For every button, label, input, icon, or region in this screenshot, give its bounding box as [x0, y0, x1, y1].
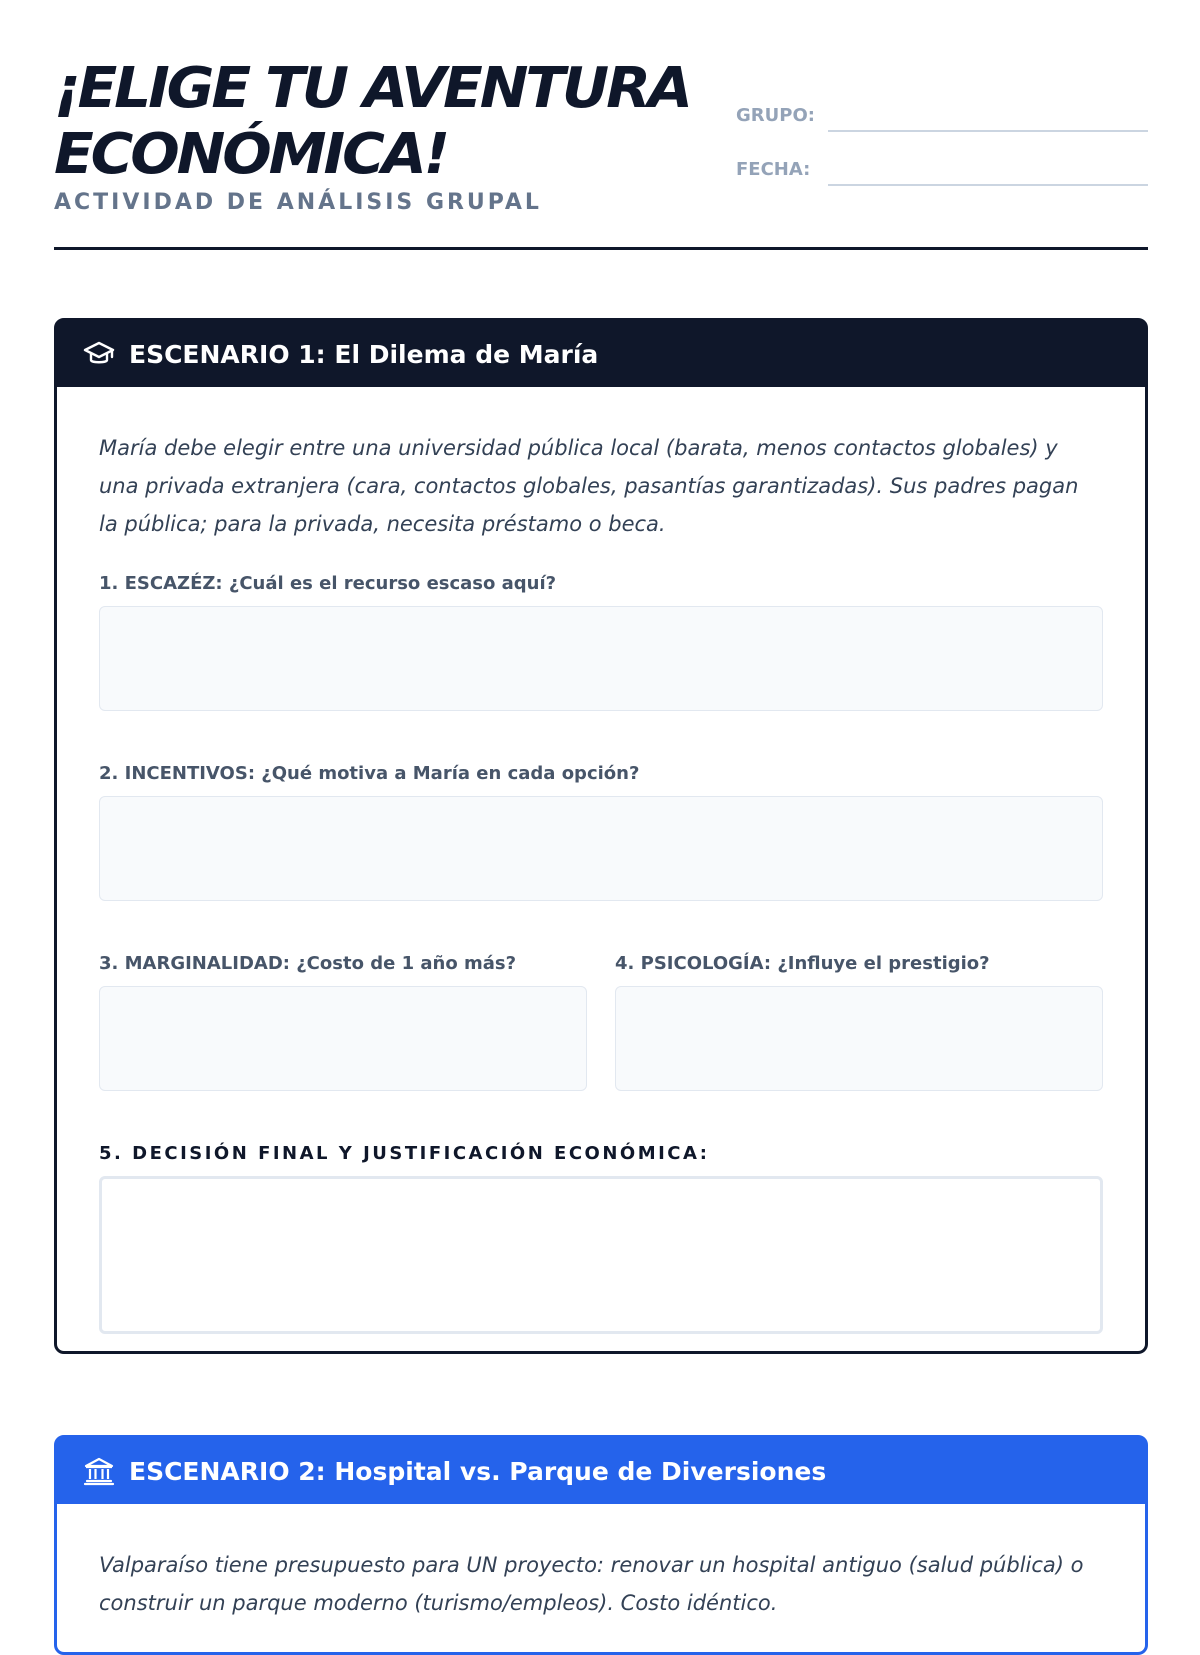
scenario-1-header — [57, 321, 1145, 387]
title-line-2: ECONÓMICA! — [54, 122, 448, 187]
header-fields — [736, 96, 1148, 204]
question-2-label: 2. INCENTIVOS: ¿Qué motiva a María en cada opción? — [99, 763, 640, 784]
scenario-1-description: María debe elegir entre una universidad pública local (barata, menos contactos globales) y una privada extranjera (cara, contactos globales, pasantías garantizadas). Sus padres pagan la pública; para la privada, necesita préstamo o beca. — [99, 436, 1079, 536]
scenario-2-title: ESCENARIO 2: Hospital vs. Parque de Diversiones — [129, 1456, 827, 1486]
scenario-2-card — [54, 1435, 1148, 1655]
date-input-line[interactable] — [828, 150, 1148, 186]
question-3 — [99, 953, 587, 1091]
scenario-1-title: ESCENARIO 1: El Dilema de María — [129, 339, 599, 369]
questions-3-4-row — [99, 953, 1103, 1091]
question-1 — [99, 573, 1103, 711]
question-1-label: 1. ESCAZÉZ: ¿Cuál es el recurso escaso aquí? — [99, 573, 557, 594]
question-3-answer-box[interactable] — [99, 986, 587, 1091]
page-title — [54, 56, 772, 188]
scenario-1-body — [57, 387, 1145, 1334]
header-divider — [54, 247, 1148, 250]
question-1-answer-box[interactable] — [99, 606, 1103, 711]
question-4-label: 4. PSICOLOGÍA: ¿Influye el prestigio? — [615, 953, 990, 974]
title-line-1: ¡ELIGE TU AVENTURA — [54, 56, 690, 121]
scenario-1-card — [54, 318, 1148, 1354]
scenario-2-header — [57, 1438, 1145, 1504]
scenario-2-description: Valparaíso tiene presupuesto para UN proyecto: renovar un hospital antiguo (salud pública) o construir un parque moderno (turismo/empleos). Costo idéntico. — [99, 1553, 1084, 1615]
scenario-2-body — [57, 1504, 1145, 1622]
question-2-answer-box[interactable] — [99, 796, 1103, 901]
bank-building-icon — [83, 1455, 115, 1487]
date-label: FECHA: — [736, 159, 811, 180]
group-input-line[interactable] — [828, 96, 1148, 132]
question-2 — [99, 763, 1103, 901]
question-4-answer-box[interactable] — [615, 986, 1103, 1091]
question-5-label: 5. DECISIÓN FINAL Y JUSTIFICACIÓN ECONÓMICA: — [99, 1143, 710, 1164]
question-4 — [615, 953, 1103, 1091]
page-subtitle: ACTIVIDAD DE ANÁLISIS GRUPAL — [54, 190, 542, 215]
group-field-row — [736, 96, 1148, 132]
group-label: GRUPO: — [736, 105, 815, 126]
question-5-answer-box[interactable] — [99, 1176, 1103, 1334]
question-3-label: 3. MARGINALIDAD: ¿Costo de 1 año más? — [99, 953, 517, 974]
worksheet-header — [54, 56, 1148, 250]
graduation-cap-icon — [83, 338, 115, 370]
date-field-row — [736, 150, 1148, 186]
